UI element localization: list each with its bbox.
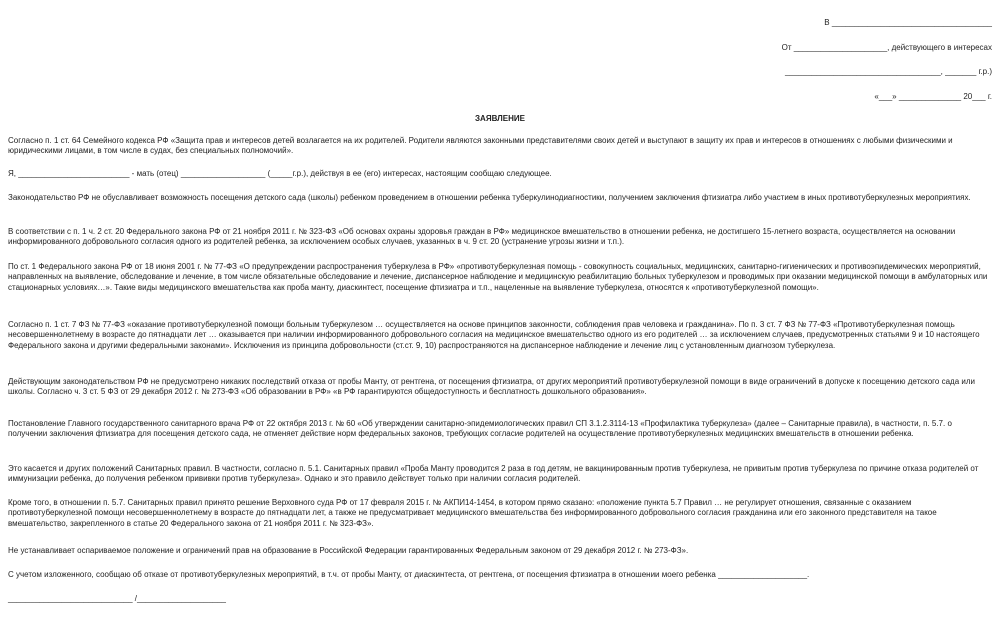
paragraph-3: Законодательство РФ не обуславливает возможность посещения детского сада (школы) ребенком проведением в отношении ребенка туберкулинодиагностики, получением заключения фтизиатра либо участием в иных противотуберкулезных мероприятиях.: [8, 193, 971, 202]
paragraph-11: Не устанавливает оспариваемое положение и ограничений прав на образование в Российской Федерации гарантированных Федеральным законом от 29 декабря 2012 г. № 273-ФЗ».: [8, 546, 689, 555]
paragraph-7: Действующим законодательством РФ не предусмотрено никаких последствий отказа от пробы Манту, от рентгена, от посещения фтизиатра, от других мероприятий противотуберкулезной помощи в виде ограничений в допуске к посещению детского сада или школы. Согласно ч. 3 ст. 5 ФЗ от 29 декабря 2012 г. № 273-ФЗ «Об образовании в РФ» «в РФ гарантируются общедоступность и бесплатность дошкольного образования».: [8, 377, 975, 397]
paragraph-6: Согласно п. 1 ст. 7 ФЗ № 77-ФЗ «оказание противотуберкулезной помощи больным туберкулезом … осуществляется на основе принципов законности, соблюдения прав человека и гражданина». По п. 3 ст. 7 ФЗ № 77-ФЗ «Противотуберкулезная помощь несовершеннолетнему в возрасте до пятнадцати лет … оказывается при наличии информированного добровольного согласия на медицинское вмешательство одного из его родителей … за исключением случаев, предусмотренных статьями 9 и 10 настоящего Федерального закона и другими федеральными законами». Исключения из принципа добровольности (ст.ст. 9, 10) распространяются на диспансерное наблюдение и лечение лиц с установленным диагнозом туберкулеза.: [8, 320, 980, 350]
paragraph-8: Постановление Главного государственного санитарного врача РФ от 22 октября 2013 г. № 60 «Об утверждении санитарно-эпидемиологических правил СП 3.1.2.3114-13 «Профилактика туберкулеза» (далее – Санитарные правила), в частности, п. 5.7. о получении заключения фтизиатра для посещения детского сада, не отменяет действие норм федеральных законов, требующих согласие родителей на осуществление противотуберкулезных медицинских вмешательств в отношении ребенка.: [8, 419, 952, 439]
signature-line: ____________________________ /____________________: [8, 594, 227, 603]
paragraph-5: По ст. 1 Федерального закона РФ от 18 июня 2001 г. № 77-ФЗ «О предупреждении распространения туберкулеза в РФ» «противотуберкулезная помощь - совокупность социальных, медицинских, санитарно-гигиенических и противоэпидемических мероприятий, направленных на выявление, обследование и лечение, в том числе обязательные обследование и лечение, диспансерное наблюдение и медицинскую реабилитацию больных туберкулезом и проводимых при оказании медицинской помощи в амбулаторных или стационарных условиях…». Такие виды медицинского вмешательства как проба манту, диаскинтест, посещение фтизиатра и т.п., нацеленные на выявление туберкулеза, относятся к «противотуберкулезной помощи».: [8, 262, 988, 292]
document-title: ЗАЯВЛЕНИЕ: [475, 114, 525, 123]
header-to-line: В ____________________________________: [824, 18, 992, 27]
header-child-line: ___________________________________, _______ г.р.): [784, 67, 992, 76]
paragraph-10: Кроме того, в отношении п. 5.7. Санитарных правил принято решение Верховного суда РФ от 17 февраля 2015 г. № АКПИ14-1454, в котором прямо сказано: «положение пункта 5.7 Правил … не регулирует отношения, связанные с оказанием противотуберкулезной помощи несовершеннолетнему в возрасте до пятнадцати лет, а также не предусматривает медицинского вмешательства без информированного добровольного согласия гражданина или его законного представителя на такое вмешательство, закрепленного в статье 20 Федерального закона от 21 ноября 2011 г. № 323-ФЗ».: [8, 498, 937, 528]
paragraph-2: Я, _________________________ - мать (отец) ___________________ (_____г.р.), действуя в ее (его) интересах, настоящим сообщаю следующее.: [8, 169, 552, 178]
paragraph-12: С учетом изложенного, сообщаю об отказе от противотуберкулезных мероприятий, в т.ч. от пробы Манту, от диаскинтеста, от рентгена, от посещения фтизиатра в отношении моего ребенка ____________________.: [8, 570, 810, 579]
paragraph-9: Это касается и других положений Санитарных правил. В частности, согласно п. 5.1. Санитарных правил «Проба Манту проводится 2 раза в год детям, не вакцинированным против туберкулеза, не привитым против туберкулеза по причине отказа родителей от иммунизации ребенка, до получения ребенком прививки против туберкулеза». Однако и это правило действует только при наличии согласия родителей.: [8, 464, 979, 484]
header-date-line: «___» ______________ 20___ г.: [874, 92, 992, 101]
header-from-line: От _____________________, действующего в интересах: [781, 43, 992, 52]
paragraph-4: В соответствии с п. 1 ч. 2 ст. 20 Федерального закона РФ от 21 ноября 2011 г. № 323-ФЗ «Об основах охраны здоровья граждан в РФ» медицинское вмешательство в отношении ребенка, не достигшего 15-летнего возраста, осуществляется на основании информированного добровольного согласия одного из родителей ребенка, за исключением особых случаев, указанных в ч. 9 ст. 20 (устранение угрозы жизни и т.п.).: [8, 227, 956, 247]
paragraph-1: Согласно п. 1 ст. 64 Семейного кодекса РФ «Защита прав и интересов детей возлагается на их родителей. Родители являются законными представителями своих детей и выступают в защиту их прав и интересов в отношениях с любыми физическими и юридическими лицами, в том числе в судах, без специальных полномочий».: [8, 136, 953, 156]
